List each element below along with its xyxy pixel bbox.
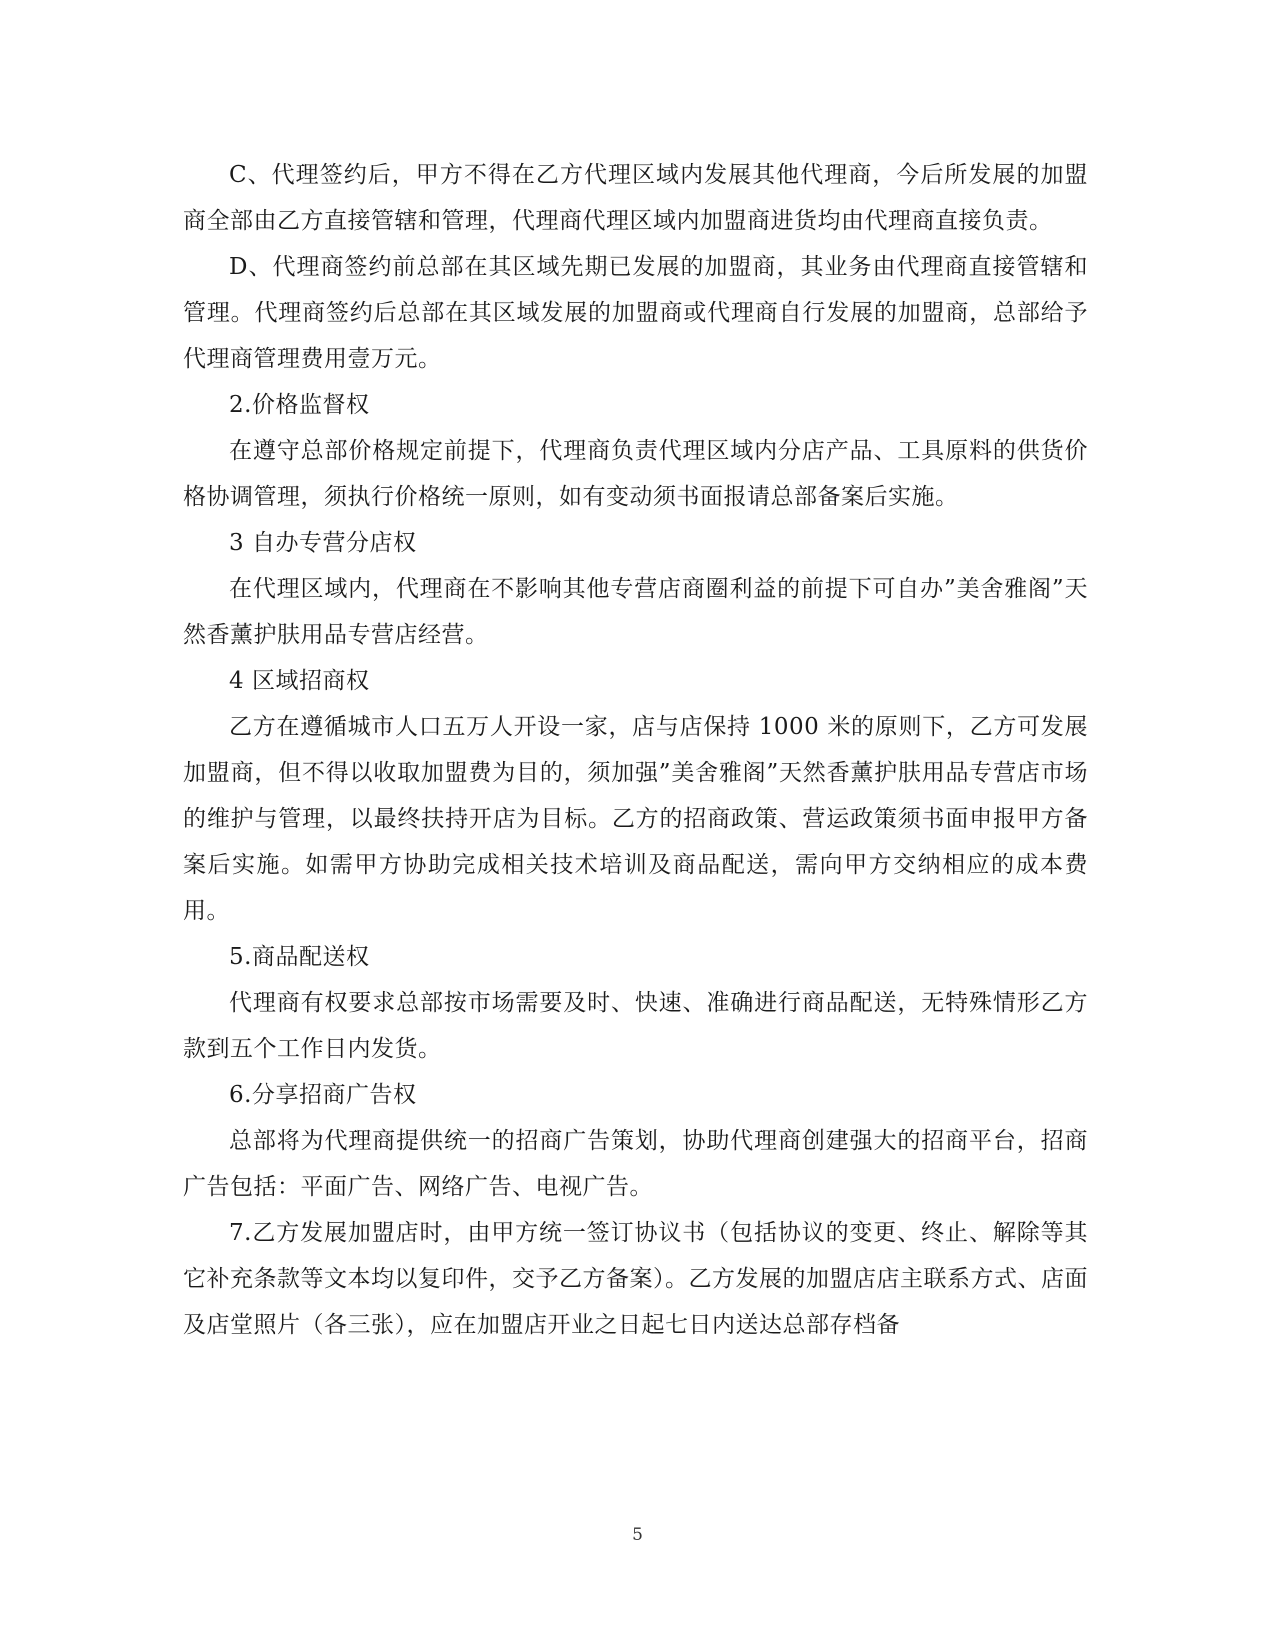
page-number: 5 [632,1525,643,1545]
heading-regional-recruitment: 4 区域招商权 [229,668,370,694]
paragraph-own-store: 在代理区域内，代理商在不影响其他专营店商圈利益的前提下可自办”美舍雅阁”天然香薰护肤用品专营店经营。 [183,576,1088,648]
document-body [183,152,1088,1348]
paragraph-franchise-agreement: 7.乙方发展加盟店时，由甲方统一签订协议书（包括协议的变更、终止、解除等其它补充条款等文本均以复印件，交予乙方备案）。乙方发展的加盟店店主联系方式、店面及店堂照片（各三张），应在加盟店开业之日起七日内送达总部存档备 [183,1220,1088,1338]
paragraph-shared-advertising: 总部将为代理商提供统一的招商广告策划，协助代理商创建强大的招商平台，招商广告包括：平面广告、网络广告、电视广告。 [183,1128,1088,1200]
heading-shared-advertising: 6.分享招商广告权 [229,1082,417,1108]
paragraph-clause-c: C、代理签约后，甲方不得在乙方代理区域内发展其他代理商，今后所发展的加盟商全部由乙方直接管辖和管理，代理商代理区域内加盟商进货均由代理商直接负责。 [183,162,1088,234]
paragraph-goods-delivery: 代理商有权要求总部按市场需要及时、快速、准确进行商品配送，无特殊情形乙方款到五个工作日内发货。 [183,990,1088,1062]
paragraph-price-supervision: 在遵守总部价格规定前提下，代理商负责代理区域内分店产品、工具原料的供货价格协调管理，须执行价格统一原则，如有变动须书面报请总部备案后实施。 [183,438,1088,510]
heading-own-store: 3 自办专营分店权 [229,530,417,556]
heading-price-supervision: 2.价格监督权 [229,392,370,418]
paragraph-clause-d: D、代理商签约前总部在其区域先期已发展的加盟商，其业务由代理商直接管辖和管理。代理商签约后总部在其区域发展的加盟商或代理商自行发展的加盟商，总部给予代理商管理费用壹万元。 [183,254,1088,372]
heading-goods-delivery: 5.商品配送权 [229,944,370,970]
paragraph-regional-recruitment: 乙方在遵循城市人口五万人开设一家，店与店保持 1000 米的原则下，乙方可发展加盟商，但不得以收取加盟费为目的，须加强”美舍雅阁”天然香薰护肤用品专营店市场的维护与管理，以最终扶持开店为目标。乙方的招商政策、营运政策须书面申报甲方备案后实施。如需甲方协助完成相关技术培训及商品配送，需向甲方交纳相应的成本费用。 [183,714,1088,924]
